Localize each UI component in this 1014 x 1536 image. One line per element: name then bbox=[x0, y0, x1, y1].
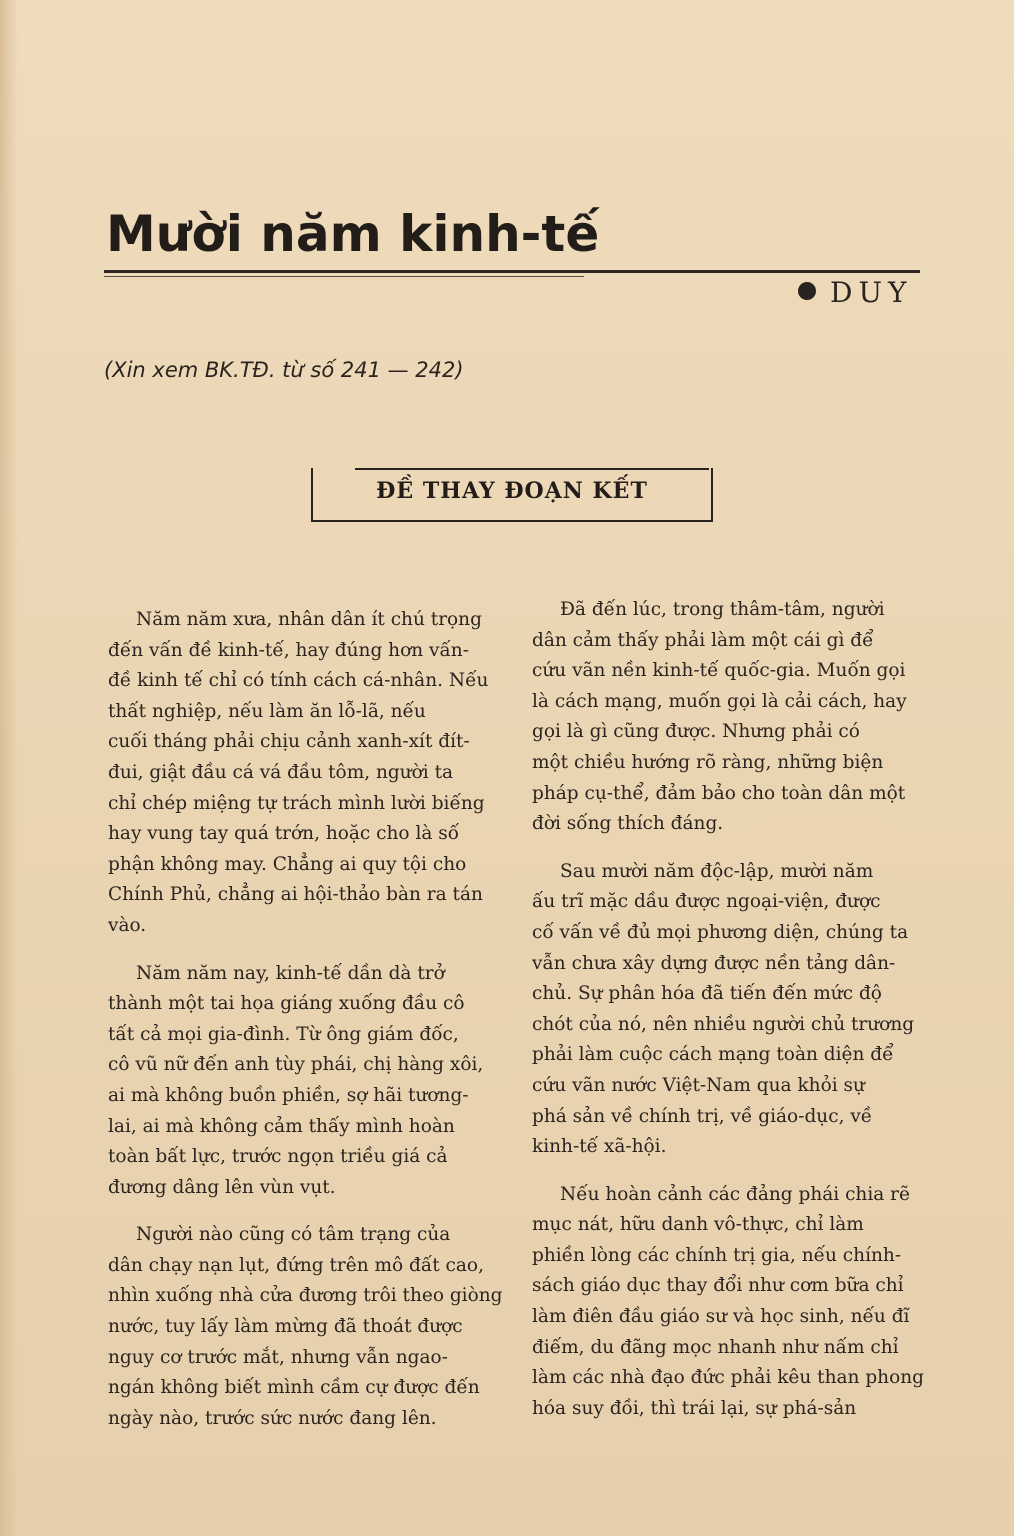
text-line: cố vấn về đủ mọi phương diện, chúng ta bbox=[532, 921, 909, 943]
text-line: dân chạy nạn lụt, đứng trên mô đất cao, bbox=[108, 1254, 484, 1276]
text-line: Sau mười năm độc-lập, mười năm bbox=[560, 860, 874, 882]
text-line: một chiều hướng rõ ràng, những biện bbox=[532, 751, 884, 773]
text-line: đui, giật đầu cá vá đầu tôm, người ta bbox=[108, 761, 454, 783]
text-line: cuối tháng phải chịu cảnh xanh-xít đít- bbox=[108, 731, 470, 753]
text-line: phá sản về chính trị, về giáo-dục, về bbox=[532, 1105, 873, 1127]
author-byline bbox=[798, 276, 913, 309]
text-line: toàn bất lực, trước ngọn triều giá cả bbox=[108, 1146, 448, 1168]
text-line: phận không may. Chẳng ai quy tội cho bbox=[108, 853, 467, 875]
text-line: chót của nó, nên nhiều người chủ trương bbox=[532, 1013, 915, 1035]
text-line: vào. bbox=[108, 914, 147, 936]
section-heading-box bbox=[311, 468, 713, 522]
text-line: chỉ chép miệng tự trách mình lười biếng bbox=[108, 792, 485, 814]
text-line: ấu trĩ mặc dầu được ngoại-viện, được bbox=[532, 891, 881, 913]
text-line: hay vung tay quá trớn, hoặc cho là số bbox=[108, 823, 460, 845]
title-underline-thin bbox=[104, 276, 584, 277]
article-title: Mười năm kinh-tế bbox=[106, 205, 600, 263]
text-line: Người nào cũng có tâm trạng của bbox=[136, 1224, 451, 1246]
text-line: ngày nào, trước sức nước đang lên. bbox=[108, 1407, 437, 1429]
title-underline bbox=[104, 270, 920, 273]
text-line: thất nghiệp, nếu làm ăn lỗ-lã, nếu bbox=[108, 700, 426, 722]
text-line: chủ. Sự phân hóa đã tiến đến mức độ bbox=[532, 983, 882, 1005]
right-column bbox=[532, 595, 940, 1424]
text-line: mục nát, hữu danh vô-thực, chỉ làm bbox=[532, 1214, 864, 1236]
text-line: sách giáo dục thay đổi như cơm bữa chỉ bbox=[532, 1275, 904, 1297]
text-line: Chính Phủ, chẳng ai hội-thảo bàn ra tán bbox=[108, 884, 483, 906]
bullet-icon bbox=[798, 282, 816, 300]
text-line: nhìn xuống nhà cửa đương trôi theo giòng bbox=[108, 1285, 503, 1307]
text-line: hóa suy đồi, thì trái lại, sự phá-sản bbox=[532, 1397, 857, 1419]
text-line: cứu vãn nước Việt-Nam qua khỏi sự bbox=[532, 1074, 865, 1096]
paragraph bbox=[108, 959, 512, 1204]
text-line: đề kinh tế chỉ có tính cách cá-nhân. Nếu bbox=[108, 670, 489, 692]
text-line: là cách mạng, muốn gọi là cải cách, hay bbox=[532, 690, 907, 712]
text-line: lai, ai mà không cảm thấy mình hoàn bbox=[108, 1115, 455, 1137]
text-line: nguy cơ trước mắt, nhưng vẫn ngao- bbox=[108, 1346, 448, 1368]
text-line: dân cảm thấy phải làm một cái gì để bbox=[532, 629, 874, 651]
text-line: pháp cụ-thể, đảm bảo cho toàn dân một bbox=[532, 782, 906, 804]
paragraph bbox=[108, 1220, 512, 1434]
text-line: gọi là gì cũng được. Nhưng phải có bbox=[532, 721, 860, 743]
text-line: đời sống thích đáng. bbox=[532, 813, 724, 835]
paragraph bbox=[108, 605, 512, 942]
paragraph bbox=[532, 595, 940, 840]
section-heading: ĐỀ THAY ĐOẠN KẾT bbox=[376, 478, 648, 504]
text-line: điếm, du đãng mọc nhanh như nấm chỉ bbox=[532, 1336, 899, 1358]
text-line: ngán không biết mình cầm cự được đến bbox=[108, 1377, 480, 1399]
left-column bbox=[108, 605, 512, 1434]
text-line: đến vấn đề kinh-tế, hay đúng hơn vấn- bbox=[108, 639, 469, 661]
paragraph bbox=[532, 1180, 940, 1425]
text-line: cứu vãn nền kinh-tế quốc-gia. Muốn gọi bbox=[532, 660, 906, 682]
page-edge-shadow bbox=[0, 0, 18, 1536]
text-line: phải làm cuộc cách mạng toàn diện để bbox=[532, 1044, 894, 1066]
text-line: tất cả mọi gia-đình. Từ ông giám đốc, bbox=[108, 1023, 459, 1045]
text-line: Đã đến lúc, trong thâm-tâm, người bbox=[560, 599, 885, 620]
text-line: đương dâng lên vùn vụt. bbox=[108, 1176, 336, 1198]
text-line: Nếu hoàn cảnh các đảng phái chia rẽ bbox=[560, 1183, 910, 1205]
text-line: làm điên đầu giáo sư và học sinh, nếu đĩ bbox=[532, 1306, 910, 1328]
text-line: vẫn chưa xây dựng được nền tảng dân- bbox=[532, 952, 896, 974]
text-line: Năm năm nay, kinh-tế dần dà trở bbox=[136, 962, 445, 984]
text-line: kinh-tế xã-hội. bbox=[532, 1136, 667, 1158]
author-name: DUY bbox=[830, 276, 913, 309]
text-line: Năm năm xưa, nhân dân ít chú trọng bbox=[136, 609, 482, 630]
text-line: thành một tai họa giáng xuống đầu cô bbox=[108, 993, 465, 1015]
text-line: nước, tuy lấy làm mừng đã thoát được bbox=[108, 1316, 463, 1338]
reference-note: (Xin xem BK.TĐ. từ số 241 — 242) bbox=[104, 358, 464, 382]
text-line: cô vũ nữ đến anh tùy phái, chị hàng xôi, bbox=[108, 1054, 484, 1076]
text-line: ai mà không buồn phiền, sợ hãi tương- bbox=[108, 1084, 469, 1106]
text-line: làm các nhà đạo đức phải kêu than phong bbox=[532, 1367, 924, 1389]
paragraph bbox=[532, 857, 940, 1163]
text-line: phiền lòng các chính trị gia, nếu chính- bbox=[532, 1244, 902, 1266]
